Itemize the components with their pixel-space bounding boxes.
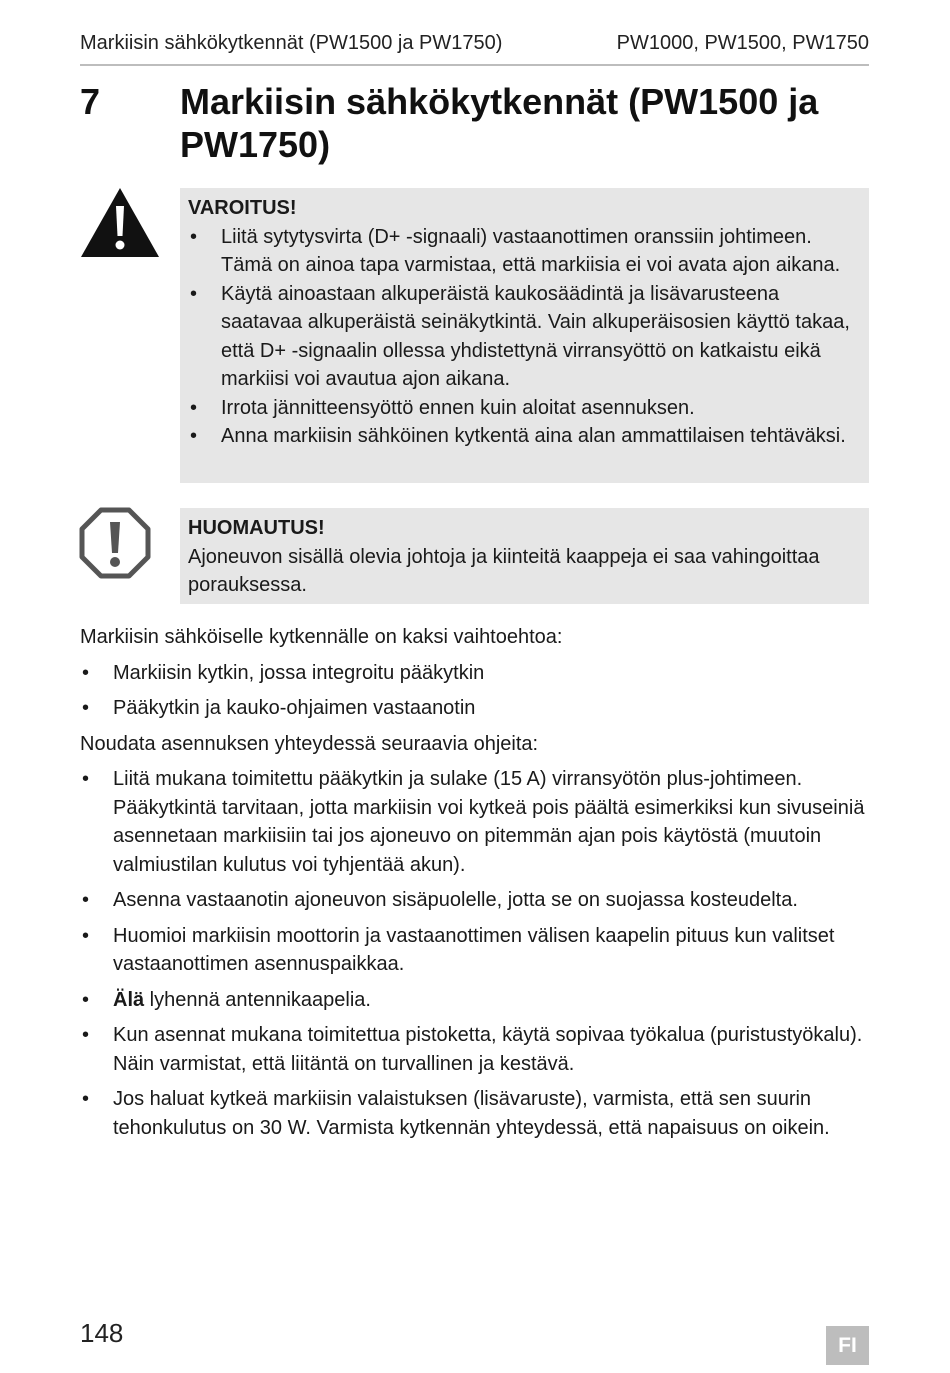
running-header	[80, 32, 869, 66]
warning-title: VAROITUS!	[188, 197, 297, 219]
emphasis-text: Älä	[113, 988, 145, 1011]
exclamation-octagon-icon	[79, 507, 151, 579]
chapter-title: Markiisin sähkökytkennät (PW1500 ja PW1750)	[180, 81, 819, 165]
list-item: • Pääkytkin ja kauko-ohjaimen vastaanotin	[80, 694, 869, 723]
notice-text: Ajoneuvon sisällä olevia johtoja ja kiinteitä kaappeja ei saa vahingoittaa porauksessa.	[188, 545, 820, 596]
warning-triangle-icon	[79, 186, 161, 259]
header-models: PW1000, PW1500, PW1750	[616, 32, 869, 54]
notice-box	[180, 508, 869, 604]
warning-item: • Käytä ainoastaan alkuperäistä kaukosäädintä ja lisävarusteena saatavaa alkuperäistä seinäkytkintä. Vain alkuperäisosien käyttö takaa, että D+ -signaalin ollessa yhdistettynä virransyöttö on katkaistu eikä markiisi voi avautua ajon aikana.	[188, 280, 861, 394]
warning-item: • Liitä sytytysvirta (D+ -signaali) vastaanottimen oranssiin johtimeen. Tämä on ainoa tapa varmistaa, että markiisia ei voi avata ajon aikana.	[188, 223, 861, 280]
list-item: • Liitä mukana toimitettu pääkytkin ja sulake (15 A) virransyötön plus-johtimeen. Pääkytkintä tarvitaan, jotta markiisin voi kytkeä pois päältä esimerkiksi kun sivuseiniä asennetaan markiisiin tai jos ajoneuvo on pitemmän ajan pois käytöstä (muutoin valmiustilan kulutus voi tyhjentää akun).	[80, 765, 869, 879]
options-list	[80, 659, 869, 723]
warning-list	[188, 223, 861, 451]
warning-box	[180, 188, 869, 483]
notice-title: HUOMAUTUS!	[188, 517, 325, 539]
list-item: • Asenna vastaanotin ajoneuvon sisäpuolelle, jotta se on suojassa kosteudelta.	[80, 886, 869, 915]
list-item: • Kun asennat mukana toimitettua pistoketta, käytä sopivaa työkalua (puristustyökalu). Näin varmistat, että liitäntä on turvallinen ja kestävä.	[80, 1021, 869, 1078]
main-content	[80, 623, 869, 1149]
list-item: • Huomioi markiisin moottorin ja vastaanottimen välisen kaapelin pituus kun valitset vastaanottimen asennuspaikkaa.	[80, 922, 869, 979]
list-item-text: lyhennä antennikaapelia.	[144, 988, 371, 1011]
instructions-list	[80, 765, 869, 1142]
intro-paragraph: Markiisin sähköiselle kytkennälle on kaksi vaihtoehtoa:	[80, 626, 563, 648]
header-chapter-title: Markiisin sähkökytkennät (PW1500 ja PW1750)	[80, 32, 503, 54]
list-item: • Markiisin kytkin, jossa integroitu pääkytkin	[80, 659, 869, 688]
list-item: • Jos haluat kytkeä markiisin valaistuksen (lisävaruste), varmista, että sen suurin tehonkulutus on 30 W. Varmista kytkennän yhteydessä, että napaisuus on oikein.	[80, 1085, 869, 1142]
language-tab: FI	[826, 1326, 869, 1365]
page-number: 148	[80, 1318, 124, 1348]
warning-item: • Irrota jännitteensyöttö ennen kuin aloitat asennuksen.	[188, 394, 861, 423]
list-item	[80, 986, 869, 1015]
instructions-intro: Noudata asennuksen yhteydessä seuraavia ohjeita:	[80, 732, 539, 755]
warning-item: • Anna markiisin sähköinen kytkentä aina alan ammattilaisen tehtäväksi.	[188, 422, 861, 451]
chapter-number: 7	[80, 81, 101, 122]
